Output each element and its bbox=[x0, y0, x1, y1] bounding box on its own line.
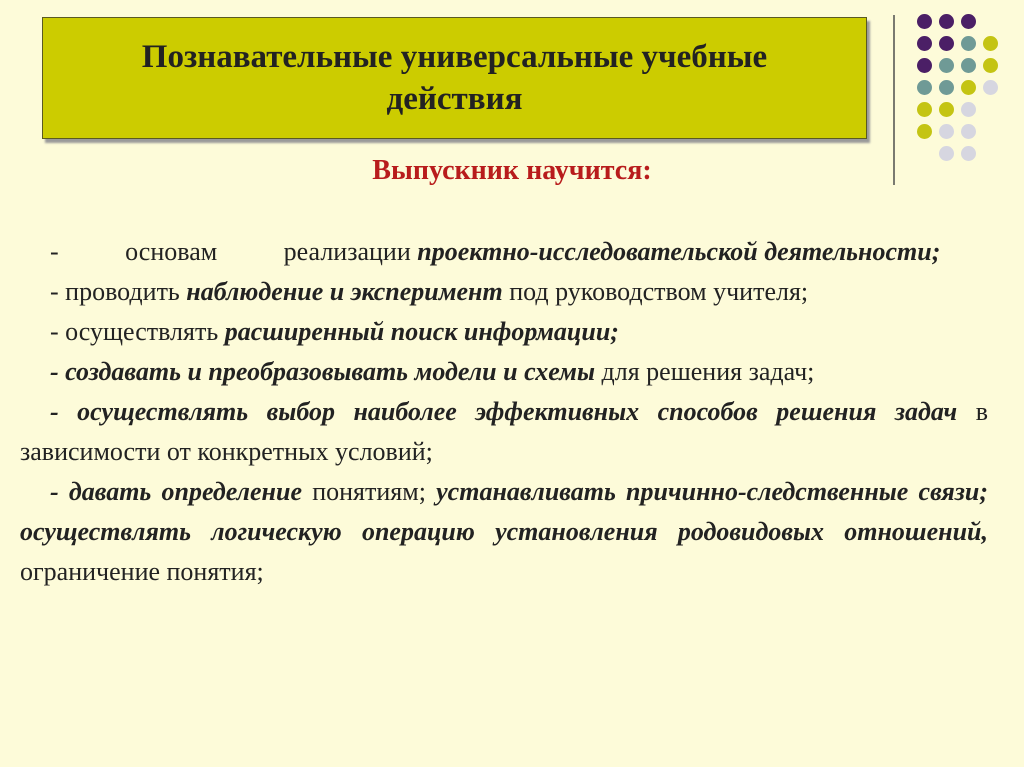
title-box bbox=[42, 17, 867, 139]
dot bbox=[917, 80, 932, 95]
dot bbox=[961, 102, 976, 117]
dot bbox=[961, 80, 976, 95]
title-line-1: Познавательные универсальные учебные bbox=[141, 39, 768, 75]
dot bbox=[917, 124, 932, 139]
dot bbox=[939, 14, 954, 29]
dot bbox=[983, 36, 998, 51]
dot bbox=[961, 36, 976, 51]
dot bbox=[917, 102, 932, 117]
page-title bbox=[142, 36, 767, 120]
list-item: - осуществлять выбор наиболее эффективных способов решения задач в зависимости от конкретных условий; bbox=[20, 397, 989, 466]
dot bbox=[961, 58, 976, 73]
list-item: - давать определение понятиям; устанавливать причинно-следственные связи; осуществлять логическую операцию установления родовидовых отношений, ограничение понятия; bbox=[20, 477, 989, 586]
decorative-dot-grid bbox=[905, 10, 1015, 165]
dot bbox=[939, 124, 954, 139]
dot bbox=[961, 124, 976, 139]
dot bbox=[939, 102, 954, 117]
dot bbox=[983, 58, 998, 73]
list-item: - проводить наблюдение и эксперимент под руководством учителя; bbox=[50, 277, 809, 306]
dot bbox=[939, 36, 954, 51]
dot bbox=[939, 80, 954, 95]
subtitle: Выпускник научится: bbox=[372, 155, 652, 186]
list-item: - осуществлять расширенный поиск информации; bbox=[50, 317, 619, 346]
dot bbox=[917, 14, 932, 29]
dot bbox=[939, 58, 954, 73]
list-item: - создавать и преобразовывать модели и схемы для решения задач; bbox=[50, 357, 815, 386]
outcomes-list bbox=[20, 232, 988, 592]
dot bbox=[917, 58, 932, 73]
dot bbox=[917, 36, 932, 51]
title-line-2: действия bbox=[386, 81, 523, 117]
list-item: - основам реализации проектно-исследовательской деятельности; bbox=[50, 237, 941, 266]
dot bbox=[961, 14, 976, 29]
dot bbox=[983, 80, 998, 95]
